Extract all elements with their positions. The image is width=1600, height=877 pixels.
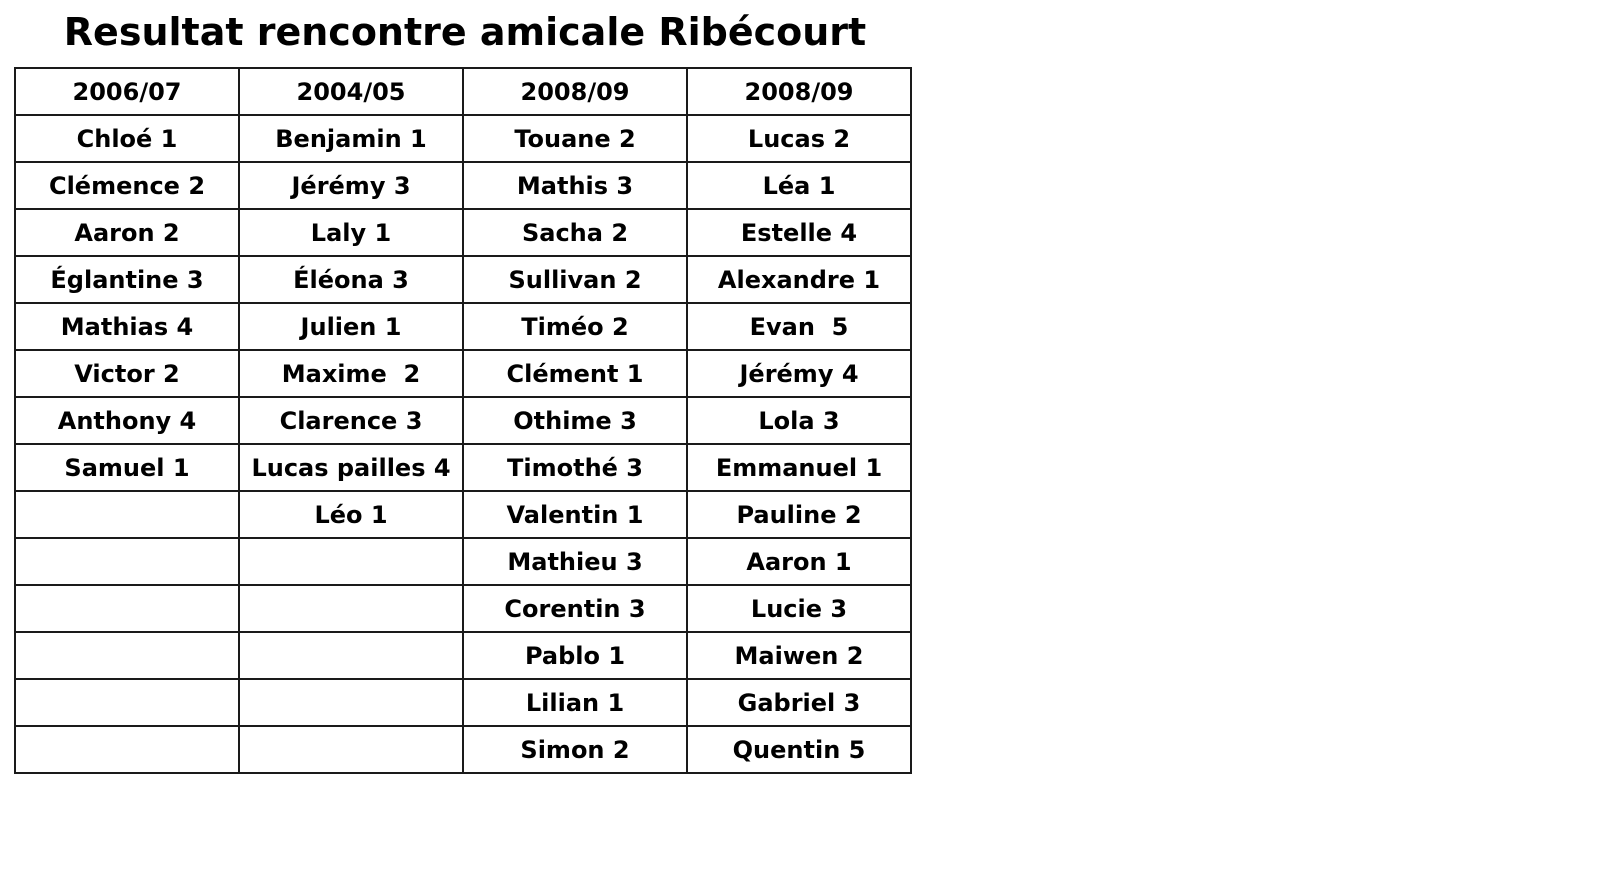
table-cell: Benjamin 1 (239, 115, 463, 162)
table-row (15, 209, 911, 256)
table-cell: Pablo 1 (463, 632, 687, 679)
table-cell: Sacha 2 (463, 209, 687, 256)
table-row (15, 162, 911, 209)
table-cell: Laly 1 (239, 209, 463, 256)
table-cell: Lucie 3 (687, 585, 911, 632)
table-row (15, 679, 911, 726)
table-row (15, 115, 911, 162)
table-cell (15, 632, 239, 679)
table-cell (239, 632, 463, 679)
table-cell: Corentin 3 (463, 585, 687, 632)
table-cell: Emmanuel 1 (687, 444, 911, 491)
table-header (15, 68, 911, 115)
table-cell: Maiwen 2 (687, 632, 911, 679)
table-cell: Églantine 3 (15, 256, 239, 303)
table-row (15, 538, 911, 585)
table-row (15, 632, 911, 679)
table-cell (15, 679, 239, 726)
table-cell: Aaron 1 (687, 538, 911, 585)
table-cell: Lucas 2 (687, 115, 911, 162)
table-body (15, 115, 911, 773)
table-cell: Clément 1 (463, 350, 687, 397)
table-cell: Mathieu 3 (463, 538, 687, 585)
table-cell: Estelle 4 (687, 209, 911, 256)
column-header: 2008/09 (687, 68, 911, 115)
table-cell: Éléona 3 (239, 256, 463, 303)
table-cell: Evan 5 (687, 303, 911, 350)
table-cell: Aaron 2 (15, 209, 239, 256)
table-cell: Alexandre 1 (687, 256, 911, 303)
table-cell: Valentin 1 (463, 491, 687, 538)
table-cell: Léa 1 (687, 162, 911, 209)
table-cell (15, 726, 239, 773)
table-row (15, 256, 911, 303)
table-cell: Anthony 4 (15, 397, 239, 444)
table-cell: Pauline 2 (687, 491, 911, 538)
table-cell: Simon 2 (463, 726, 687, 773)
table-cell: Touane 2 (463, 115, 687, 162)
column-header: 2008/09 (463, 68, 687, 115)
table-row (15, 350, 911, 397)
column-header: 2004/05 (239, 68, 463, 115)
table-cell (239, 538, 463, 585)
column-header: 2006/07 (15, 68, 239, 115)
table-row (15, 397, 911, 444)
table-cell: Lola 3 (687, 397, 911, 444)
table-row (15, 726, 911, 773)
table-cell (15, 491, 239, 538)
table-cell: Chloé 1 (15, 115, 239, 162)
table-cell (15, 585, 239, 632)
table-cell: Mathis 3 (463, 162, 687, 209)
table-cell: Clarence 3 (239, 397, 463, 444)
table-row (15, 585, 911, 632)
table-cell: Timéo 2 (463, 303, 687, 350)
table-cell: Samuel 1 (15, 444, 239, 491)
results-table (14, 67, 912, 774)
table-cell: Julien 1 (239, 303, 463, 350)
table-cell: Gabriel 3 (687, 679, 911, 726)
table-cell: Mathias 4 (15, 303, 239, 350)
table-row (15, 491, 911, 538)
table-cell (239, 726, 463, 773)
table-cell: Clémence 2 (15, 162, 239, 209)
table-cell (15, 538, 239, 585)
table-cell: Victor 2 (15, 350, 239, 397)
table-cell: Maxime 2 (239, 350, 463, 397)
header-row (15, 68, 911, 115)
table-cell: Lilian 1 (463, 679, 687, 726)
table-row (15, 303, 911, 350)
table-cell: Quentin 5 (687, 726, 911, 773)
table-cell (239, 585, 463, 632)
table-cell: Sullivan 2 (463, 256, 687, 303)
table-cell (239, 679, 463, 726)
table-cell: Jérémy 4 (687, 350, 911, 397)
table-cell: Lucas pailles 4 (239, 444, 463, 491)
table-cell: Léo 1 (239, 491, 463, 538)
table-cell: Othime 3 (463, 397, 687, 444)
table-cell: Jérémy 3 (239, 162, 463, 209)
table-cell: Timothé 3 (463, 444, 687, 491)
page-title: Resultat rencontre amicale Ribécourt (63, 10, 867, 54)
table-row (15, 444, 911, 491)
